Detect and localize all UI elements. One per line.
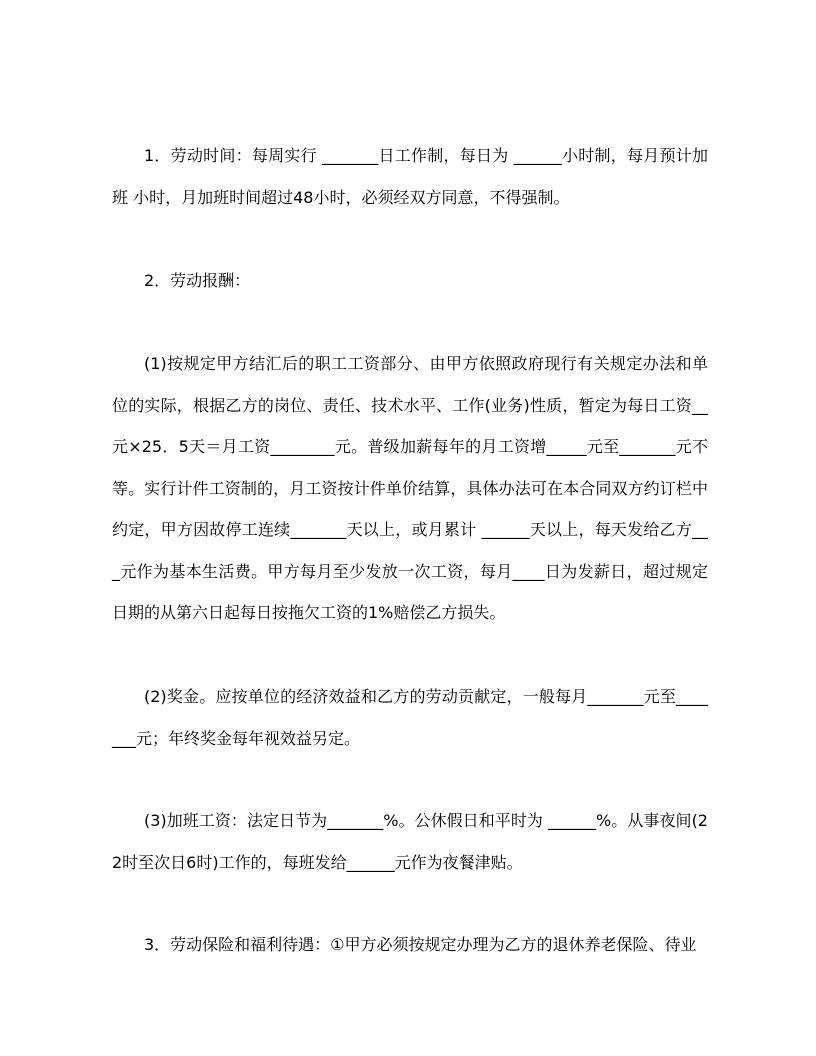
paragraph-remuneration-3: (3)加班工资：法定日节为_______%。公休假日和平时为 ______%。从事夜间(22时至次日6时)工作的，每班发给______元作为夜餐津贴。: [112, 811, 708, 872]
paragraph-working-hours: 1．劳动时间：每周实行 _______日工作制，每日为 ______小时制，每月预计加班 小时，月加班时间超过48小时，必须经双方同意，不得强制。: [112, 146, 708, 207]
paragraph-remuneration-1: (1)按规定甲方结汇后的职工工资部分、由甲方依照政府现行有关规定办法和单位的实际，根据乙方的岗位、责任、技术水平、工作(业务)性质，暂定为每日工资__元×25．5天＝月工资________元。普级加薪每年的月工资增_____元至_______元不等。实行计件工资制的，月工资按计件单价结算，具体办法可在本合同双方约订栏中约定，甲方因故停工连续_______天以上，或月累计 ______天以上，每天发给乙方___元作为基本生活费。甲方每月至少发放一次工资，每月____日为发薪日，超过规定日期的从第六日起每日按拖欠工资的1%赔偿乙方损失。: [112, 354, 708, 622]
paragraph-remuneration-2: (2)奖金。应按单位的经济效益和乙方的劳动贡献定，一般每月_______元至_______元；年终奖金每年视效益另定。: [112, 687, 708, 748]
paragraph-remuneration-heading: 2．劳动报酬：: [144, 271, 251, 290]
paragraph-insurance-welfare: 3．劳动保险和福利待遇：①甲方必须按规定办理为乙方的退休养老保险、待业: [144, 935, 697, 954]
